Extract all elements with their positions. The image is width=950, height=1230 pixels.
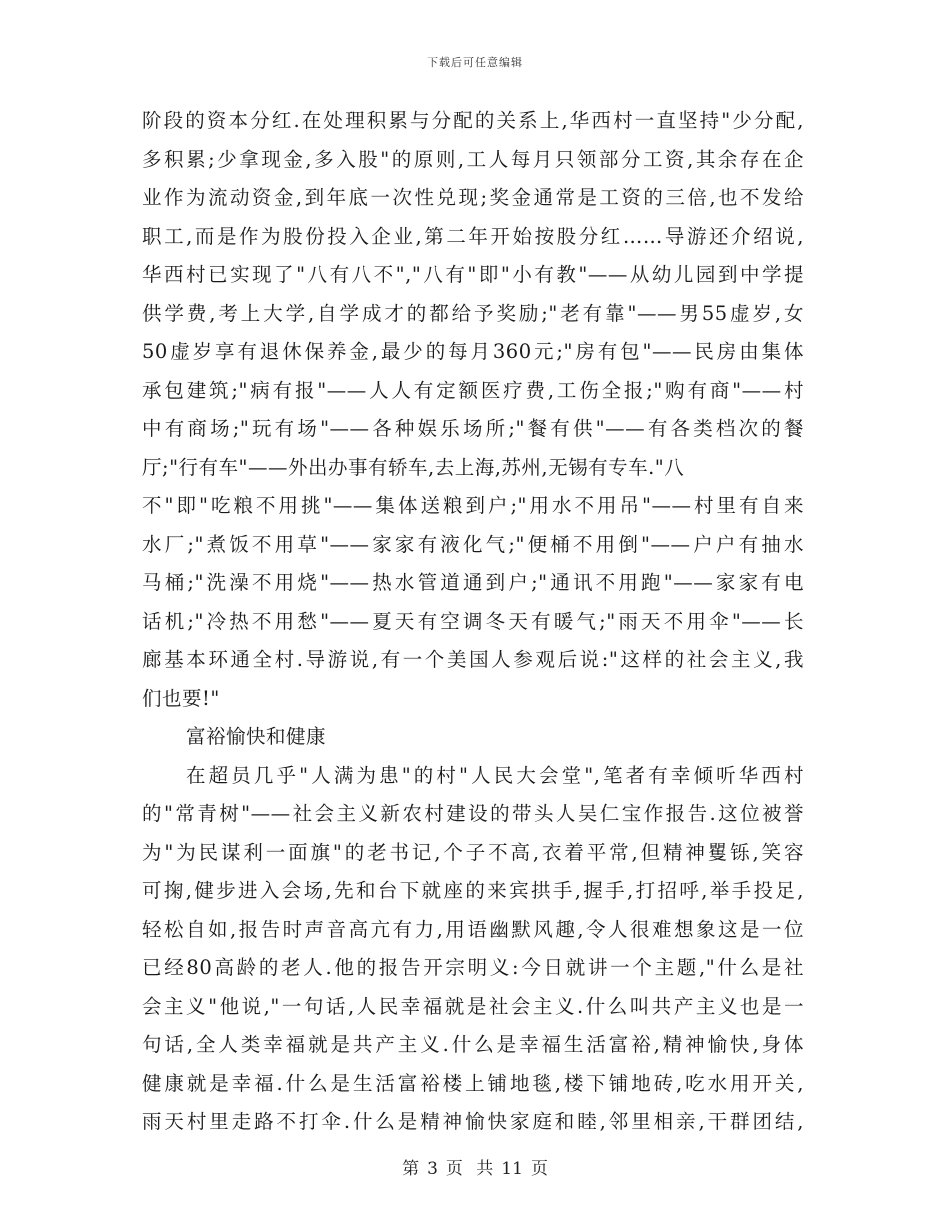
text-line: 廊基本环通全村.导游说,有一个美国人参观后说:"这样的社会主义,我 — [142, 648, 804, 671]
text-line: 话机;"冷热不用愁"——夏天有空调冬天有暖气;"雨天不用伞"——长 — [142, 609, 804, 633]
text-line: 承包建筑;"病有报"——人人有定额医疗费,工伤全报;"购有商"——村 — [142, 378, 804, 402]
text-line: 已经80高龄的老人.他的报告开宗明义:今日就讲一个主题,"什么是社 — [142, 956, 804, 979]
text-line: 多积累;少拿现金,多入股"的原则,工人每月只领部分工资,其余存在企 — [142, 147, 804, 171]
text-line: 会主义"他说,"一句话,人民幸福就是社会主义.什么叫共产主义也是一 — [142, 994, 804, 1018]
text-line: 们也要!" — [142, 686, 220, 710]
page-footer — [0, 1154, 950, 1179]
text-line: 厅;"行有车"——外出办事有轿车,去上海,苏州,无锡有专车."八 — [142, 455, 685, 479]
section-heading: 富裕愉快和健康 — [186, 725, 327, 748]
text-line: 业作为流动资金,到年底一次性兑现;奖金通常是工资的三倍,也不发给 — [142, 186, 804, 209]
footer-middle: 页 共 — [445, 1159, 494, 1179]
text-line: 为"为民谋利一面旗"的老书记,个子不高,衣着平常,但精神矍铄,笑容 — [142, 840, 804, 864]
text-line: 健康就是幸福.什么是生活富裕楼上铺地毯,楼下铺地砖,吃水用开关, — [142, 1071, 804, 1095]
footer-prefix: 第 — [402, 1159, 420, 1179]
footer-suffix: 页 — [530, 1159, 548, 1179]
text-line: 华西村已实现了"八有八不","八有"即"小有教"——从幼儿园到中学提 — [142, 263, 804, 286]
text-line: 可掬,健步进入会场,先和台下就座的来宾拱手,握手,打招呼,举手投足, — [142, 879, 804, 902]
document-body — [142, 102, 804, 1142]
text-line: 50虚岁享有退休保养金,最少的每月360元;"房有包"——民房由集体 — [142, 340, 804, 363]
text-line: 不"即"吃粮不用挑"——集体送粮到户;"用水不用吊"——村里有自来 — [142, 494, 804, 517]
text-line: 轻松自如,报告时声音高亢有力,用语幽默风趣,令人很难想象这是一位 — [142, 917, 804, 941]
text-line: 水厂;"煮饭不用草"——家家有液化气;"便桶不用倒"——户户有抽水 — [142, 532, 804, 556]
total-page-count: 11 — [501, 1159, 523, 1179]
text-line: 雨天村里走路不打伞.什么是精神愉快家庭和睦,邻里相亲,干群团结, — [142, 1110, 804, 1133]
text-line: 中有商场;"玩有场"——各种娱乐场所;"餐有供"——有各类档次的餐 — [142, 417, 804, 440]
text-line: 在超员几乎"人满为患"的村"人民大会堂",笔者有幸倾听华西村 — [186, 763, 804, 787]
text-line: 职工,而是作为股份投入企业,第二年开始按股分红……导游还介绍说, — [142, 224, 804, 248]
text-line: 句话,全人类幸福就是共产主义.什么是幸福生活富裕,精神愉快,身体 — [142, 1033, 804, 1056]
text-line: 的"常青树"——社会主义新农村建设的带头人吴仁宝作报告.这位被誉 — [142, 802, 804, 825]
text-line: 供学费,考上大学,自学成才的都给予奖励;"老有靠"——男55虚岁,女 — [142, 301, 804, 325]
page-header: 下载后可任意编辑 — [427, 56, 523, 69]
text-line: 马桶;"洗澡不用烧"——热水管道通到户;"通讯不用跑"——家家有电 — [142, 571, 804, 594]
current-page-number: 3 — [427, 1159, 438, 1179]
text-line: 阶段的资本分红.在处理积累与分配的关系上,华西村一直坚持"少分配, — [142, 109, 804, 132]
